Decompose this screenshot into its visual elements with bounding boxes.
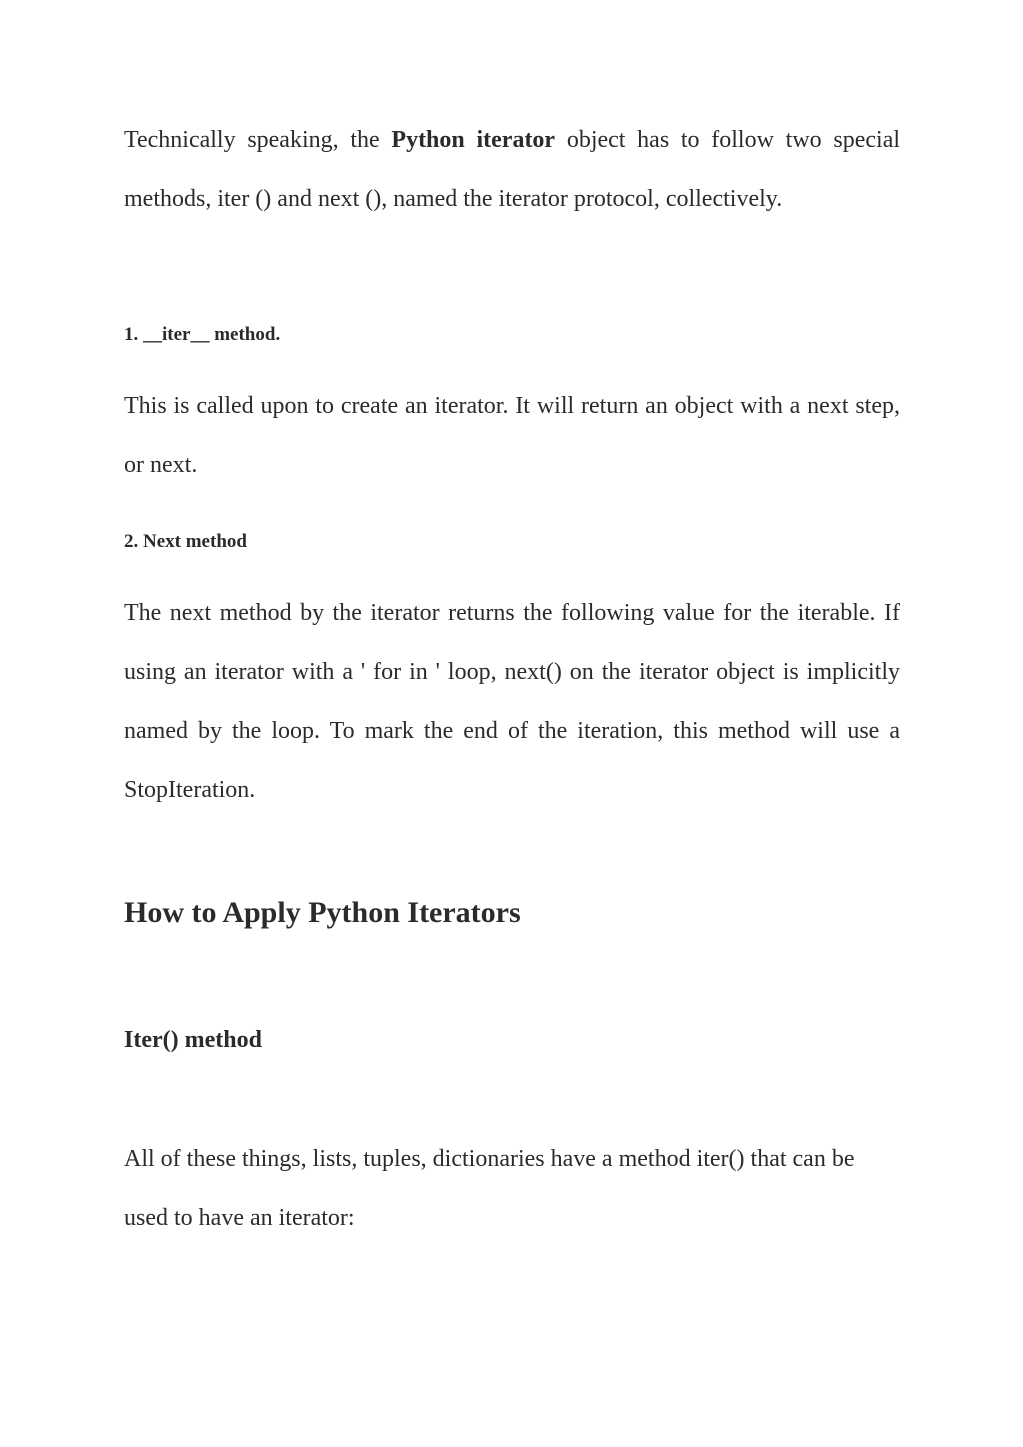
intro-text-start: Technically speaking, the xyxy=(124,127,392,153)
iter-method-subheading: Iter() method xyxy=(124,1027,262,1053)
next-method-description: The next method by the iterator returns the following value for the iterable. If using an iterator with a ' for in ' loop, next() on the iterator object is implicitly named by the loop. To mark the end of the iteration, this method will use a StopIteration. xyxy=(124,600,900,803)
iter-method-heading: 1. __iter__ method. xyxy=(124,324,281,345)
iter-usage-paragraph: All of these things, lists, tuples, dictionaries have a method iter() that can be used to have an iterator: xyxy=(124,1146,855,1231)
python-iterator-term: Python iterator xyxy=(391,127,556,153)
apply-iterators-heading: How to Apply Python Iterators xyxy=(124,896,521,929)
intro-text-end: object has to follow two special methods, iter () and next (), named the iterator protocol, collectively. xyxy=(124,127,901,212)
iter-method-description: This is called upon to create an iterator. It will return an object with a next step, or next. xyxy=(124,393,900,478)
next-method-heading: 2. Next method xyxy=(124,531,247,552)
intro-paragraph xyxy=(124,111,900,229)
